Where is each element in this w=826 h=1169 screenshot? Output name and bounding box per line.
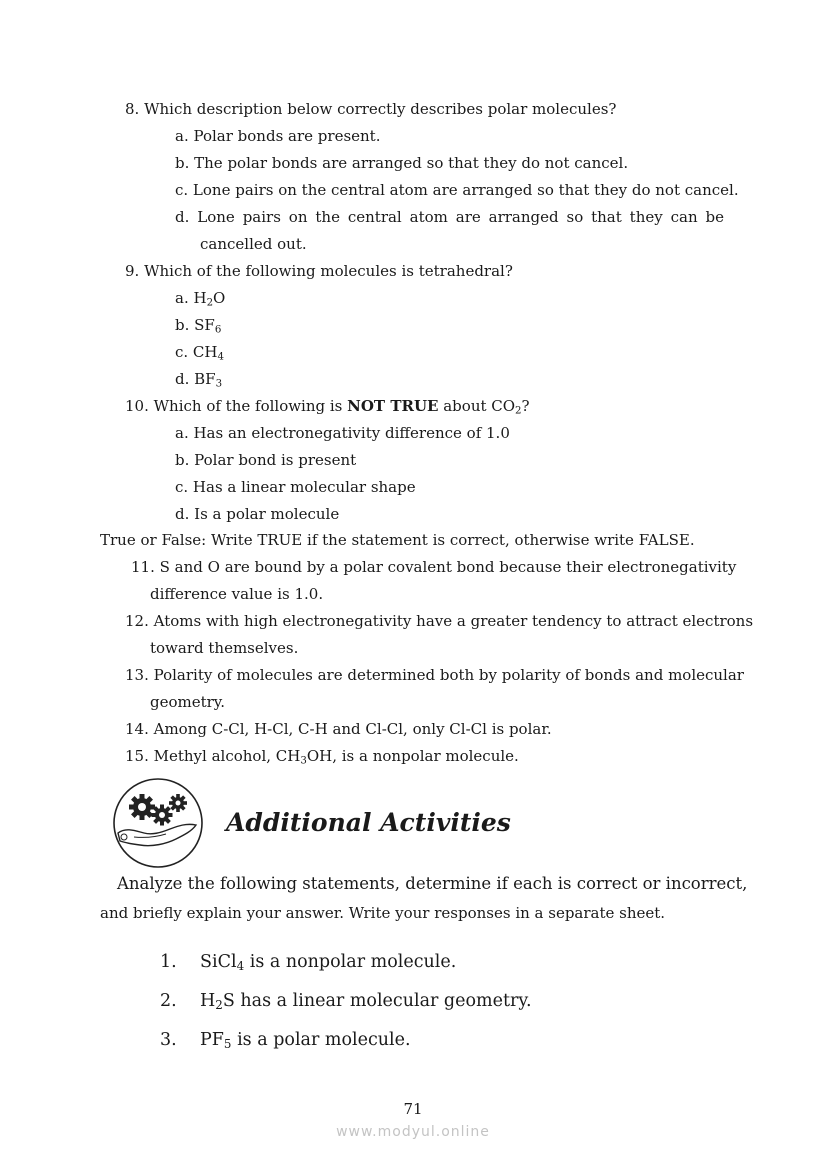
q8-option-d: d. Lone pairs on the central atom are arranged so that they can be <box>175 208 724 226</box>
section-title: Additional Activities <box>226 808 511 837</box>
q9-option-d: d. $BF_3$ <box>175 370 223 390</box>
activity-item: 2. <box>160 991 177 1011</box>
question-13: 13. Polarity of molecules are determined both by polarity of bonds and molecular <box>125 666 744 684</box>
q8-option-c: c. Lone pairs on the central atom are arranged so that they do not cancel. <box>175 181 739 199</box>
page-number: 71 <box>403 1100 423 1118</box>
q8-option-a: a. Polar bonds are present. <box>175 127 381 145</box>
q10-option-b: b. Polar bond is present <box>175 451 357 469</box>
question-9: 9. Which of the following molecules is tetrahedral? <box>125 262 513 280</box>
question-14: 14. Among C-Cl, H-Cl, C-H and Cl-Cl, only Cl-Cl is polar. <box>125 720 552 738</box>
q9-option-c: c. $CH_4$ <box>175 343 224 363</box>
activity-instructions: Analyze the following statements, determine if each is correct or incorrect, <box>117 874 748 893</box>
q9-option-b: b. $SF_6$ <box>175 316 222 336</box>
activity-item-text: SiCl$_4$ is a nonpolar molecule. <box>200 952 457 973</box>
question-10: 10. Which of the following is NOT TRUE about $CO_2$? <box>125 397 530 417</box>
question-12-cont: toward themselves. <box>150 639 299 657</box>
activity-item: 3. <box>160 1030 177 1050</box>
question-11: 11. S and O are bound by a polar covalent bond because their electronegativity <box>131 558 737 576</box>
question-11-cont: difference value is 1.0. <box>150 585 324 603</box>
question-13-cont: geometry. <box>150 693 226 711</box>
q8-option-b: b. The polar bonds are arranged so that they do not cancel. <box>175 154 629 172</box>
q8-option-d-cont: cancelled out. <box>200 235 307 253</box>
gears-in-hand-icon <box>112 777 204 869</box>
q9-option-a: a. $H_2O$ <box>175 289 226 309</box>
q10-option-c: c. Has a linear molecular shape <box>175 478 416 496</box>
activity-item-text: $H_2S$ has a linear molecular geometry. <box>200 991 532 1012</box>
footer-watermark: www.modyul.online <box>336 1124 490 1140</box>
activity-instructions-cont: and briefly explain your answer. Write your responses in a separate sheet. <box>100 904 666 922</box>
q10-option-a: a. Has an electronegativity difference of 1.0 <box>175 424 510 442</box>
question-15: 15. Methyl alcohol, $CH_3OH$, is a nonpolar molecule. <box>125 747 519 767</box>
question-8: 8. Which description below correctly describes polar molecules? <box>125 100 617 118</box>
activity-item-text: $PF_5$ is a polar molecule. <box>200 1030 411 1051</box>
true-false-instruction: True or False: Write TRUE if the statement is correct, otherwise write FALSE. <box>100 531 695 549</box>
question-12: 12. Atoms with high electronegativity have a greater tendency to attract electrons <box>125 612 754 630</box>
activity-item: 1. <box>160 952 177 972</box>
q10-option-d: d. Is a polar molecule <box>175 505 340 523</box>
